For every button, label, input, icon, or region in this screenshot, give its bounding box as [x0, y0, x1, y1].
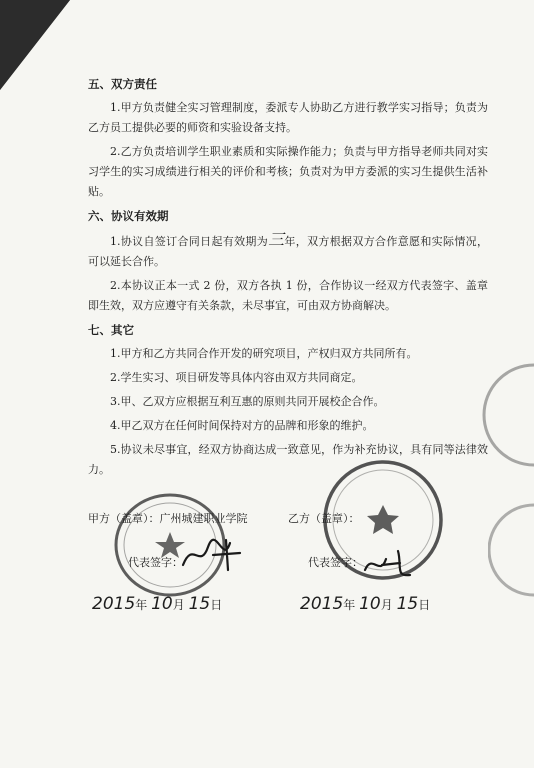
day-label: 日	[210, 598, 223, 612]
section-6-item-2: 2.本协议正本一式 2 份，双方各执 1 份，合作协议一经双方代表签字、盖章即生效，双方应遵守有关条款，未尽事宜，可由双方协商解决。	[88, 279, 488, 312]
agreement-body	[88, 72, 488, 484]
section-6-item-1	[88, 230, 488, 272]
year-label-b: 年	[343, 598, 356, 612]
validity-text-after: 年，双方根据双方合作意愿和实际情况，可以延长合作。	[88, 235, 488, 268]
section-5-heading: 五、双方责任	[88, 77, 157, 91]
month-label: 月	[172, 598, 185, 612]
year-label: 年	[135, 598, 148, 612]
date-a-year: 2015	[92, 594, 136, 614]
section-6-heading: 六、协议有效期	[88, 209, 169, 223]
date-b-month: 10	[359, 594, 381, 614]
section-7-heading: 七、其它	[88, 323, 134, 337]
date-a-day: 15	[188, 594, 211, 614]
section-7-item-5: 5.协议未尽事宜，经双方协商达成一致意见，作为补充协议，具有同等法律效力。	[88, 443, 488, 476]
party-a-rep-label: 代表签字：	[128, 556, 183, 569]
party-b-rep-label: 代表签字：	[308, 556, 363, 569]
section-5-item-1: 1.甲方负责健全实习管理制度，委派专人协助乙方进行教学实习指导；负责为乙方员工提供必要的师资和实验设备支持。	[88, 101, 488, 134]
party-a-date	[92, 594, 222, 614]
section-7-item-4: 4.甲乙双方在任何时间保持对方的品牌和形象的维护。	[110, 419, 374, 432]
section-7-item-2: 2.学生实习、项目研发等具体内容由双方共同商定。	[110, 371, 363, 384]
day-label-b: 日	[418, 598, 431, 612]
section-7-item-3: 3.甲、乙双方应根据互利互惠的原则共同开展校企合作。	[110, 395, 385, 408]
date-b-day: 15	[396, 594, 419, 614]
date-a-month: 10	[151, 594, 173, 614]
edge-seal-icon	[470, 360, 534, 470]
section-5-item-2: 2.乙方负责培训学生职业素质和实际操作能力；负责与甲方指导老师共同对实习学生的实习成绩进行相关的评价和考核；负责对为甲方委派的实习生提供生活补贴。	[88, 145, 488, 198]
party-a-label: 甲方（盖章）：广州城建职业学院	[88, 512, 248, 525]
party-b-date	[300, 594, 430, 614]
party-b-signature-icon	[360, 545, 420, 585]
edge-seal-icon-2	[488, 500, 534, 600]
party-b-label: 乙方（盖章）：	[288, 512, 360, 525]
section-7-item-1: 1.甲方和乙方共同合作开发的研究项目，产权归双方共同所有。	[110, 347, 418, 360]
handwritten-term: 三	[268, 230, 285, 249]
party-a-signature-icon	[178, 535, 248, 575]
validity-text-before: 1.协议自签订合同日起有效期为	[110, 235, 269, 248]
date-b-year: 2015	[300, 594, 344, 614]
month-label-b: 月	[380, 598, 393, 612]
